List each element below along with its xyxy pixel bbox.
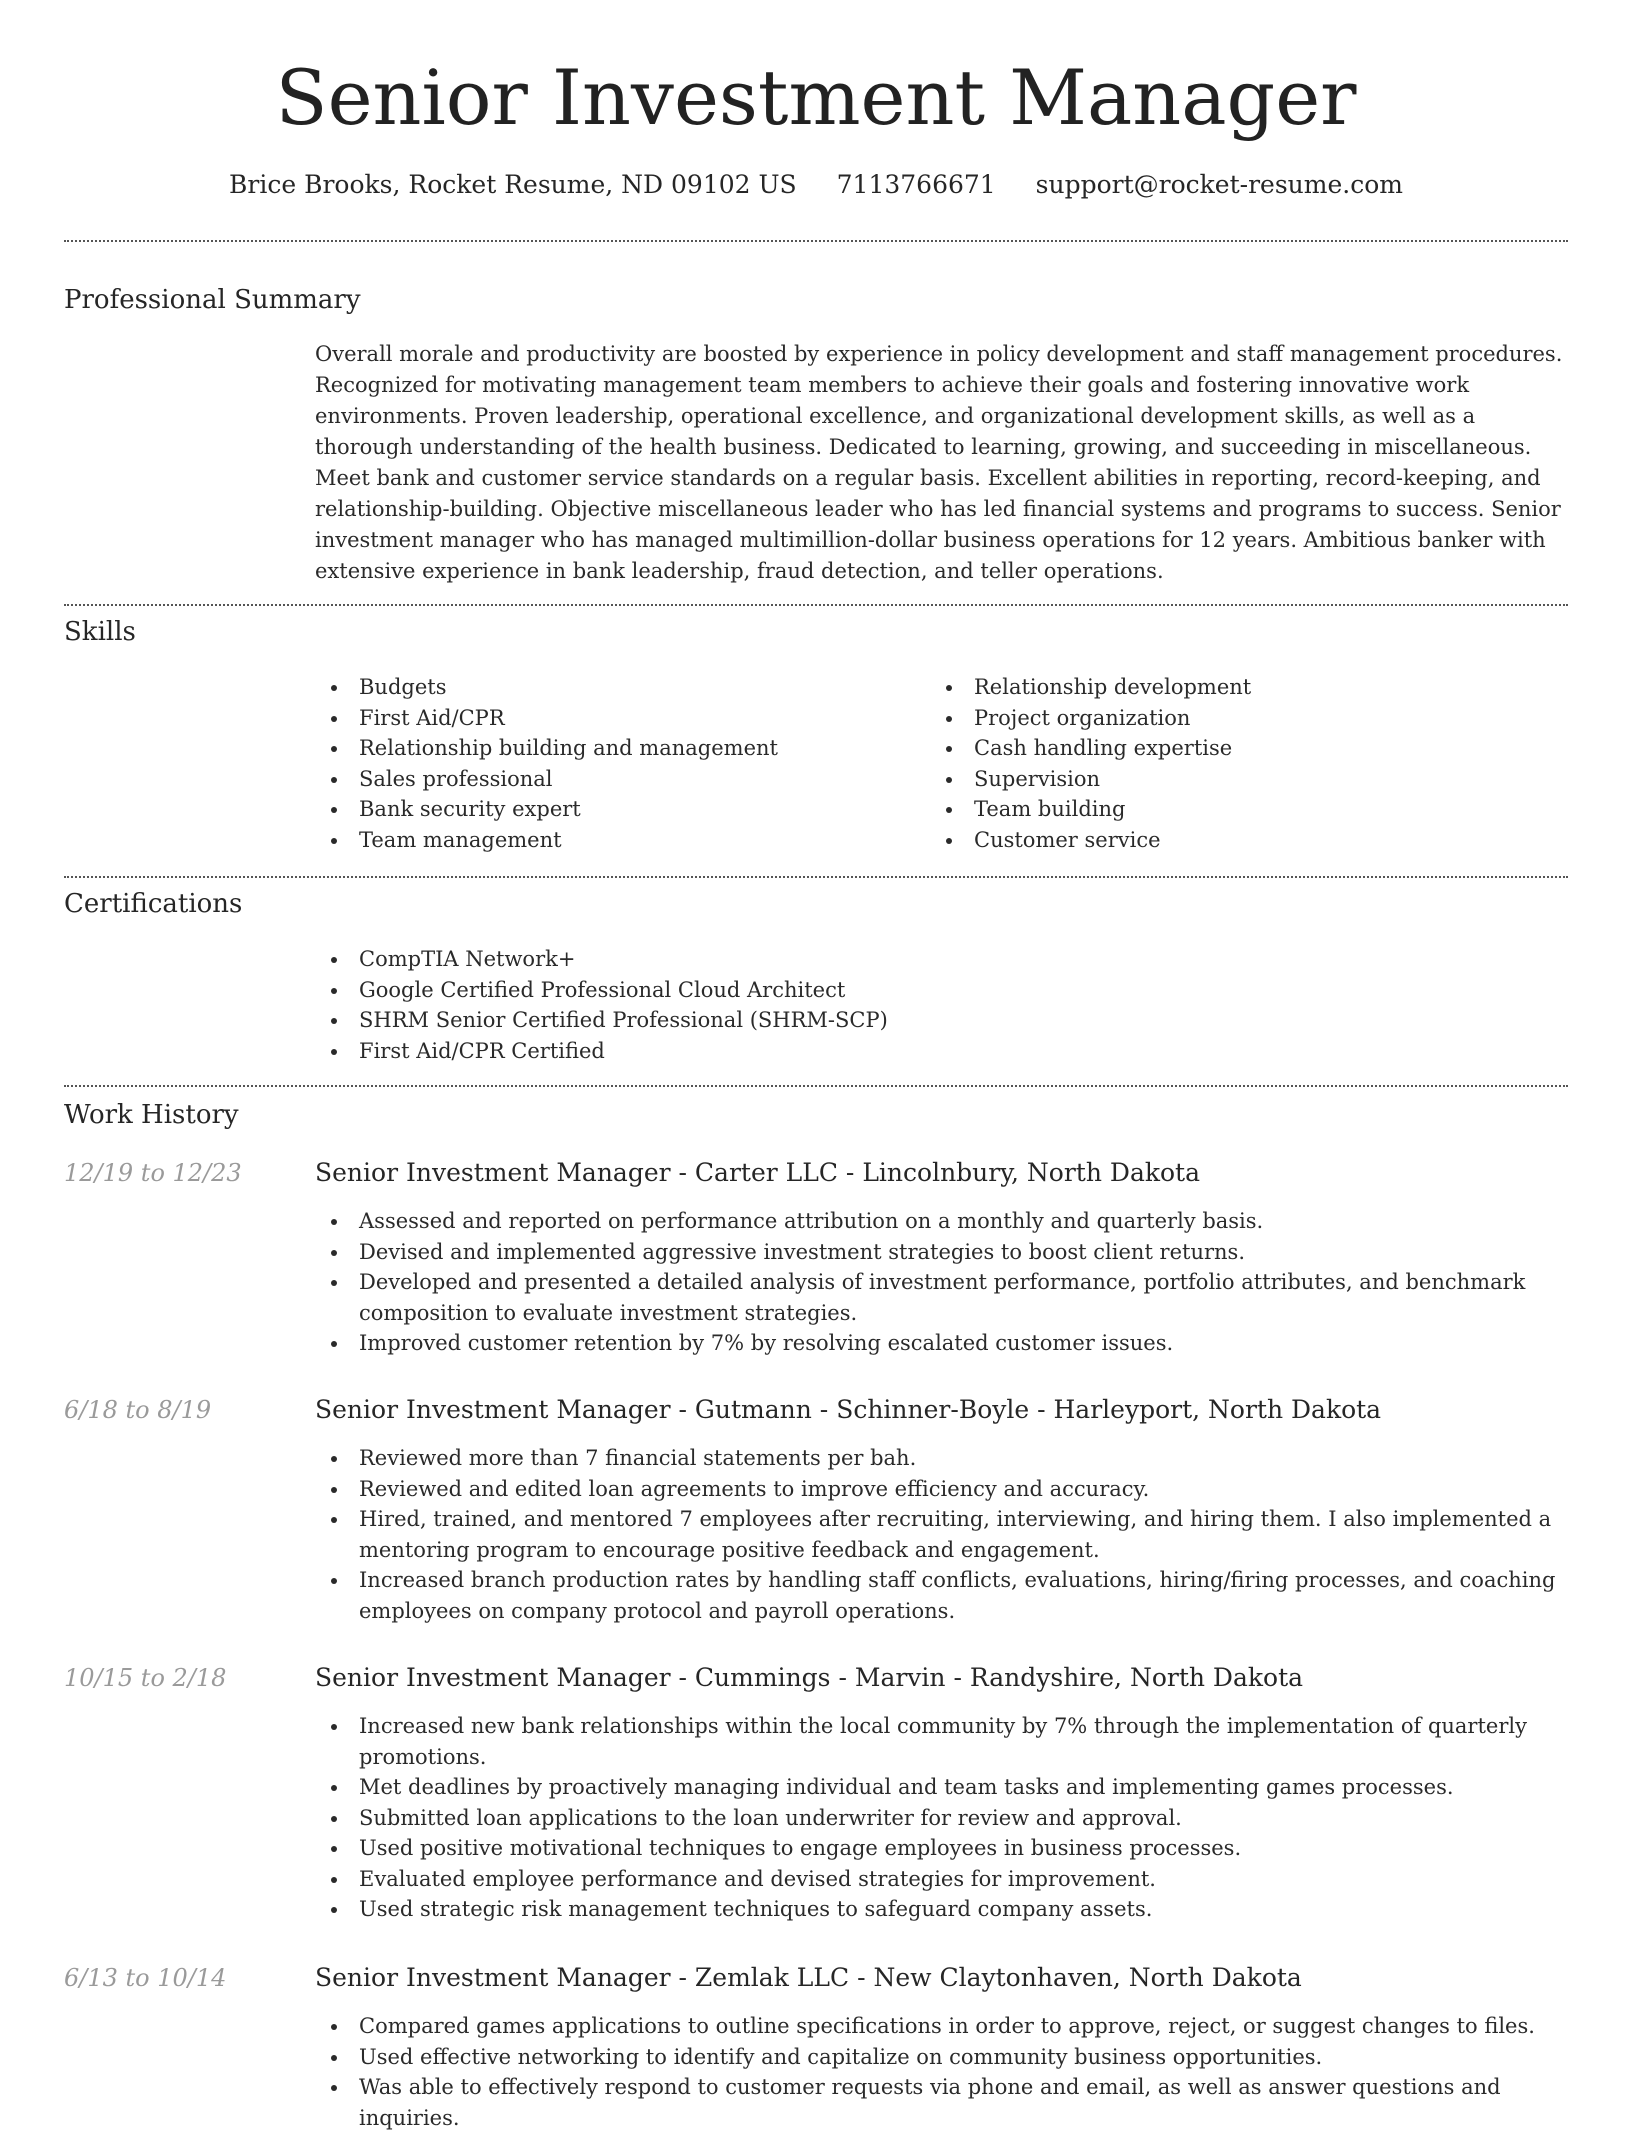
skill-item: Team management [315,825,929,856]
job-dates: 10/15 to 2/18 [64,1664,227,1692]
job-dates: 6/13 to 10/14 [64,1964,227,1992]
job-bullet: Increased new bank relationships within the local community by 7% through the implementation of quarterly promotions. [315,1711,1568,1772]
skill-item: Customer service [930,825,1568,856]
contact-email: support@rocket-resume.com [1035,170,1403,199]
skill-item: Team building [930,794,1568,825]
job-bullet: Reviewed more than 7 financial statements per bah. [315,1443,1568,1474]
job-bullet: Assessed and reported on performance attribution on a monthly and quarterly basis. [315,1206,1568,1237]
contact-phone: 7113766671 [836,170,996,199]
divider [64,876,1568,878]
job-bullet: Increased branch production rates by handling staff conflicts, evaluations, hiring/firing processes, and coaching employees on company protocol and payroll operations. [315,1565,1568,1626]
contact-address: Brice Brooks, Rocket Resume, ND 09102 US [229,170,797,199]
skill-item: First Aid/CPR [315,703,929,734]
skills-left-column [315,672,929,855]
work-history-heading: Work History [64,1100,239,1130]
certification-item: SHRM Senior Certified Professional (SHRM-SCP) [315,1005,1568,1036]
job-dates: 12/19 to 12/23 [64,1159,242,1187]
skill-item: Relationship development [930,672,1568,703]
skills-heading: Skills [64,617,136,647]
certification-item: First Aid/CPR Certified [315,1036,1568,1067]
job-bullets [315,1443,1568,1626]
job-bullet: Reviewed and edited loan agreements to improve efficiency and accuracy. [315,1474,1568,1505]
skill-item: Budgets [315,672,929,703]
resume-page [64,0,1568,2130]
job-bullet: Hired, trained, and mentored 7 employees after recruiting, interviewing, and hiring them. I also implemented a mentoring program to encourage positive feedback and engagement. [315,1504,1568,1565]
summary-block [315,339,1568,587]
job-bullet: Evaluated employee performance and devised strategies for improvement. [315,1864,1568,1895]
job-bullet: Used effective networking to identify and capitalize on community business opportunities. [315,2042,1568,2073]
skill-item: Cash handling expertise [930,733,1568,764]
resume-title: Senior Investment Manager [275,53,1357,142]
certification-item: CompTIA Network+ [315,944,1568,975]
certification-item: Google Certified Professional Cloud Architect [315,975,1568,1006]
job-title: Senior Investment Manager - Carter LLC - Lincolnbury, North Dakota [315,1158,1200,1187]
job-bullet: Met deadlines by proactively managing individual and team tasks and implementing games processes. [315,1772,1568,1803]
certifications-heading: Certifications [64,889,243,919]
summary-text: Overall morale and productivity are boosted by experience in policy development and staff management procedures. Recognized for motivating management team members to achieve their goals and fostering innovative work environments. Proven leadership, operational excellence, and organizational development skills, as well as a thorough understanding of the health business. Dedicated to learning, growing, and succeeding in miscellaneous. Meet bank and customer service standards on a regular basis. Excellent abilities in reporting, record-keeping, and relationship-building. Objective miscellaneous leader who has led financial systems and programs to success. Senior investment manager who has managed multimillion-dollar business operations for 12 years. Ambitious banker with extensive experience in bank leadership, fraud detection, and teller operations. [315,342,1563,583]
job-bullet: Devised and implemented aggressive investment strategies to boost client returns. [315,1237,1568,1268]
certifications-block [315,944,1568,1066]
job-bullet: Improved customer retention by 7% by resolving escalated customer issues. [315,1328,1568,1359]
skills-right-column [930,672,1568,855]
job-dates: 6/18 to 8/19 [64,1396,212,1424]
job-title: Senior Investment Manager - Gutmann - Schinner-Boyle - Harleyport, North Dakota [315,1395,1382,1424]
divider [64,1085,1568,1087]
job-bullets [315,2011,1568,2133]
skill-item: Sales professional [315,764,929,795]
job-bullet: Was able to effectively respond to customer requests via phone and email, as well as answer questions and inquiries. [315,2072,1568,2133]
divider [64,604,1568,606]
job-bullets [315,1711,1568,1925]
skill-item: Relationship building and management [315,733,929,764]
job-bullet: Submitted loan applications to the loan underwriter for review and approval. [315,1803,1568,1834]
summary-heading: Professional Summary [64,285,361,315]
job-bullet: Used positive motivational techniques to engage employees in business processes. [315,1833,1568,1864]
job-bullets [315,1206,1568,1359]
divider [64,240,1568,242]
job-bullet: Developed and presented a detailed analysis of investment performance, portfolio attributes, and benchmark composition to evaluate investment strategies. [315,1267,1568,1328]
job-bullet: Used strategic risk management techniques to safeguard company assets. [315,1894,1568,1925]
job-title: Senior Investment Manager - Cummings - Marvin - Randyshire, North Dakota [315,1663,1304,1692]
contact-line [64,168,1568,202]
skill-item: Bank security expert [315,794,929,825]
job-bullet: Compared games applications to outline specifications in order to approve, reject, or suggest changes to files. [315,2011,1568,2042]
skill-item: Supervision [930,764,1568,795]
skill-item: Project organization [930,703,1568,734]
job-title: Senior Investment Manager - Zemlak LLC - New Claytonhaven, North Dakota [315,1963,1302,1992]
